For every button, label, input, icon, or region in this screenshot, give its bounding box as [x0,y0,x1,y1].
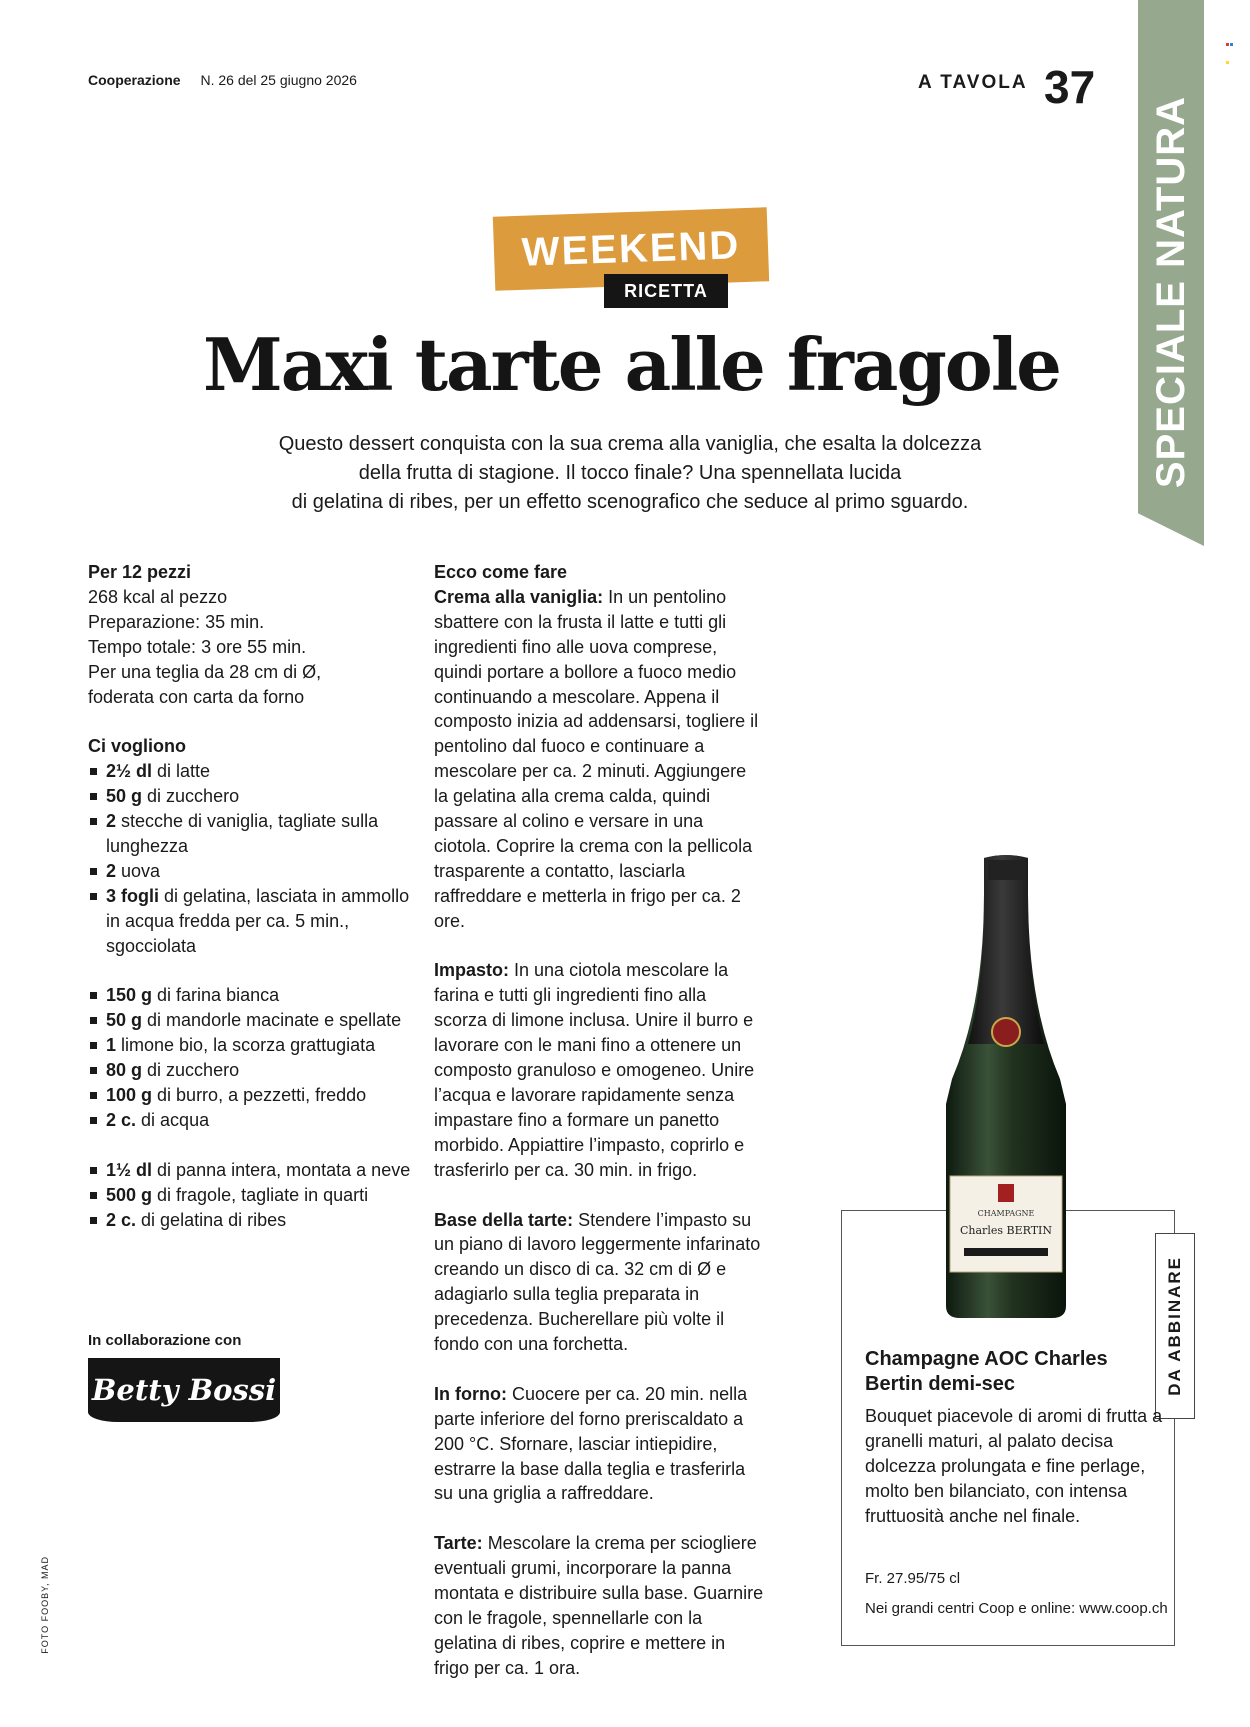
ingredient-item: 500 g di fragole, tagliate in quarti [88,1183,418,1208]
info-line: Tempo totale: 3 ore 55 min. [88,636,307,657]
bottle-seal [992,1018,1020,1046]
ingredient-group [88,759,418,958]
step-paragraph: Crema alla vaniglia: In un pentolino sbattere con la frusta il latte e tutti gli ingredienti fino alle uova comprese, quindi portare a bollore a fuoco medio continuando a mescolare. Appena il composto inizia ad addensarsi, togliere il pentolino dal fuoco e continuare a mescolare per ca. 2 minuti. Aggiungere la gelatina alla crema calda, quindi passare al colino e versare in una ciotola. Coprire la crema con la pellicola trasparente a contatto, lasciarla raffreddare e metterla in frigo per ca. 2 ore. [434,586,759,931]
ingredient-group [88,983,418,1132]
section-name: A TAVOLA [918,72,1028,93]
ingredient-item: 2 stecche di vaniglia, tagliate sulla lunghezza [88,809,418,859]
ingredient-item: 80 g di zucchero [88,1058,418,1083]
masthead [88,72,357,88]
steps-heading: Ecco come fare [434,562,568,582]
ingredient-item: 2 c. di acqua [88,1108,418,1133]
info-line: foderata con carta da forno [88,686,305,707]
ingredient-item: 2 uova [88,859,418,884]
side-band-label-box [1147,72,1195,512]
publication-name: Cooperazione [88,72,181,88]
photo-credit: FOTO FOOBY, MAD [40,1556,50,1654]
wine-name: Champagne AOC Charles Bertin demi-sec [865,1348,1108,1395]
issue-date: N. 26 del 25 giugno 2026 [200,72,357,88]
info-line: Preparazione: 35 min. [88,611,265,632]
page-number: 37 [1044,61,1096,113]
bottle-label-type: CHAMPAGNE [977,1209,1035,1218]
ingredient-item: 3 fogli di gelatina, lasciata in ammollo in acqua fredda per ca. 5 min., sgocciolata [88,884,418,959]
champagne-bottle-image [940,854,1072,1320]
step-label: Crema alla vaniglia: [434,586,604,607]
lead-paragraph [240,430,1020,517]
step-paragraph: Tarte: Mescolare la crema per sciogliere eventuali grumi, incorporare la panna montata e distribuire sulla base. Guarnire con le fragole, spennellarle con la gelatina di ribes, coprire e mettere in frigo per ca. 1 ora. [434,1533,764,1678]
step-label: Impasto: [434,960,510,981]
step-label: In forno: [434,1383,507,1404]
ingredients-column [88,560,418,1232]
ingredient-item: 150 g di farina bianca [88,983,418,1008]
ingredient-item: 50 g di zucchero [88,784,418,809]
recipe-info [88,560,418,709]
ingredient-item: 1 limone bio, la scorza grattugiata [88,1033,418,1058]
collaboration-label: In collaborazione con [88,1332,242,1349]
ingredient-group [88,1158,418,1233]
wine-description: Bouquet piacevole di aromi di frutta a granelli maturi, al palato decisa dolcezza prolungata e fine perlage, molto ben bilanciato, con intensa fruttuosità anche nel finale. [865,1406,1163,1526]
step-paragraph: Impasto: In una ciotola mescolare la farina e tutti gli ingredienti fino alla scorza di limone inclusa. Unire il burro e lavorare con le mani fino a ottenere un composto granuloso e omogeneo. Unire l’acqua e lavorare rapidamente senza impastare fino a formare un panetto morbido. Appiattire l’impasto, coprirlo e trasferirlo per ca. 30 min. in frigo. [434,960,755,1180]
photo-credit-box [38,1556,52,1654]
step-paragraph: In forno: Cuocere per ca. 20 min. nella parte inferiore del forno preriscaldato a 200 °C. Sfornare, lasciar intiepidire, estrarre la base dalla teglia e trasferirla su una griglia a raffreddare. [434,1383,748,1504]
servings: Per 12 pezzi [88,562,192,582]
step-paragraph: Base della tarte: Stendere l’impasto su un piano di lavoro leggermente infarinato creando un disco di ca. 32 cm di Ø e adagiarlo sulla teglia preparata in precedenza. Bucherellare più volte il fondo con una forchetta. [434,1209,761,1355]
ingredient-item: 1½ dl di panna intera, montata a neve [88,1158,418,1183]
ingredient-item: 2 c. di gelatina di ribes [88,1208,418,1233]
lead-line: di gelatina di ribes, per un effetto scenografico che seduce al primo sguardo. [291,491,969,513]
ricetta-tag: RICETTA [604,274,728,308]
betty-bossi-logo-text: Betty Bossi [91,1373,277,1407]
lead-line: della frutta di stagione. Il tocco finale? Una spennellata lucida [358,462,902,484]
ingredient-item: 50 g di mandorle macinate e spellate [88,1008,418,1033]
step-label: Tarte: [434,1533,483,1554]
weekend-badge-label: WEEKEND [521,222,741,275]
pairing-tag-label: DA ABBINARE [1165,1256,1184,1396]
step-label: Base della tarte: [434,1209,574,1230]
betty-bossi-logo [88,1358,280,1422]
wine-price: Fr. 27.95/75 cl [865,1570,961,1587]
wine-availability: Nei grandi centri Coop e online: www.coop.ch [865,1600,1168,1617]
lead-line: Questo dessert conquista con la sua crema alla vaniglia, che esalta la dolcezza [278,433,982,455]
page-title: Maxi tarte alle fragole [203,322,1060,407]
bottle-label-maker: Charles BERTIN [960,1224,1052,1237]
side-band-label: SPECIALE NATURA [1148,95,1193,489]
steps-column [434,560,764,1681]
ingredients-heading: Ci vogliono [88,736,186,757]
ingredient-item: 100 g di burro, a pezzetti, freddo [88,1083,418,1108]
info-line: Per una teglia da 28 cm di Ø, [88,661,322,682]
color-registration-mark [1226,33,1236,41]
info-line: 268 kcal al pezzo [88,586,228,607]
ingredient-item: 2½ dl di latte [88,759,418,784]
